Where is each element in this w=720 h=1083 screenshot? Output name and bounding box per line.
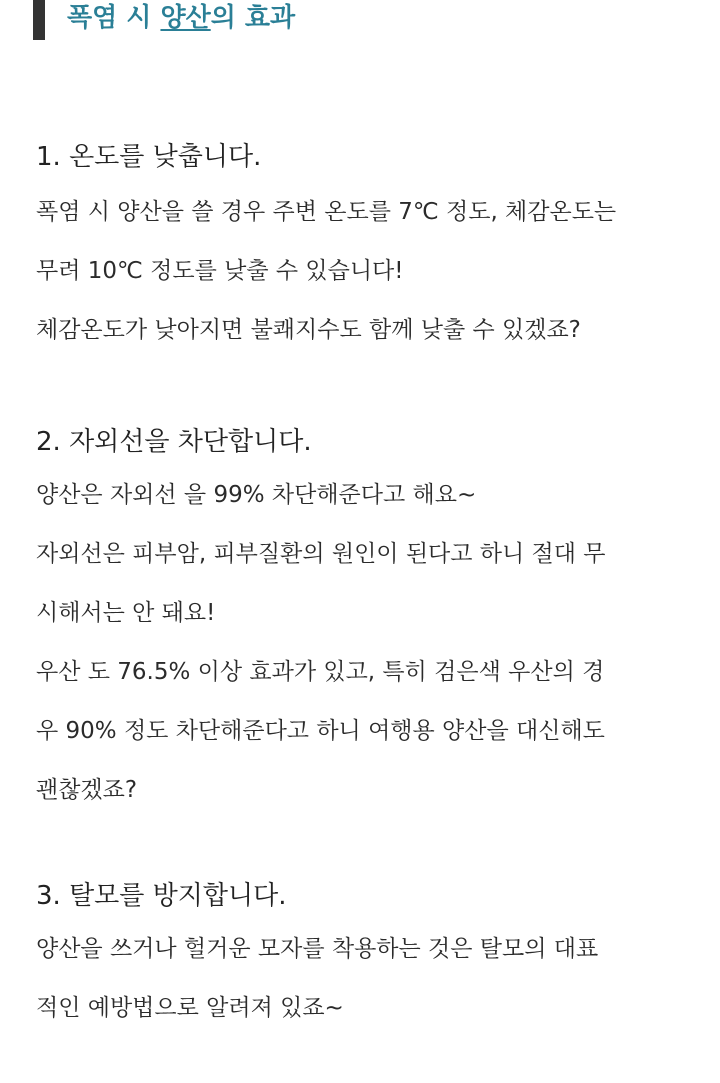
heading-title-underlined[interactable]: 양산 bbox=[160, 2, 211, 33]
section-body bbox=[36, 920, 696, 1038]
body-line: 폭염 시 양산을 쓸 경우 주변 온도를 7℃ 정도, 체감온도는 bbox=[36, 199, 617, 225]
heading-accent-bar bbox=[33, 0, 45, 40]
section-body bbox=[36, 466, 696, 820]
section-heading bbox=[33, 0, 295, 40]
body-line: 적인 예방법으로 알려져 있죠~ bbox=[36, 995, 344, 1021]
section-title: 2. 자외선을 차단합니다. bbox=[36, 427, 312, 457]
body-line: 체감온도가 낮아지면 불쾌지수도 함께 낮출 수 있겠죠? bbox=[36, 317, 581, 343]
body-line: 자외선은 피부암, 피부질환의 원인이 된다고 하니 절대 무 bbox=[36, 541, 606, 567]
body-line: 양산은 자외선 을 99% 차단해준다고 해요~ bbox=[36, 482, 477, 508]
body-line: 시해서는 안 돼요! bbox=[36, 600, 216, 626]
body-line: 우산 도 76.5% 이상 효과가 있고, 특히 검은색 우산의 경 bbox=[36, 659, 605, 685]
section-lower-temperature bbox=[36, 137, 696, 360]
section-body bbox=[36, 183, 696, 360]
body-line: 괜찮겠죠? bbox=[36, 777, 138, 803]
section-title: 3. 탈모를 방지합니다. bbox=[36, 881, 287, 911]
body-line: 무려 10℃ 정도를 낮출 수 있습니다! bbox=[36, 258, 404, 284]
heading-title-part2: 의 효과 bbox=[210, 2, 296, 33]
body-line: 양산을 쓰거나 헐거운 모자를 착용하는 것은 탈모의 대표 bbox=[36, 936, 599, 962]
heading-title bbox=[67, 0, 295, 34]
section-prevent-hair-loss bbox=[36, 876, 696, 1038]
section-title: 1. 온도를 낮춥니다. bbox=[36, 142, 262, 172]
heading-title-part1: 폭염 시 bbox=[67, 2, 161, 33]
section-block-uv bbox=[36, 422, 696, 820]
body-line: 우 90% 정도 차단해준다고 하니 여행용 양산을 대신해도 bbox=[36, 718, 605, 744]
